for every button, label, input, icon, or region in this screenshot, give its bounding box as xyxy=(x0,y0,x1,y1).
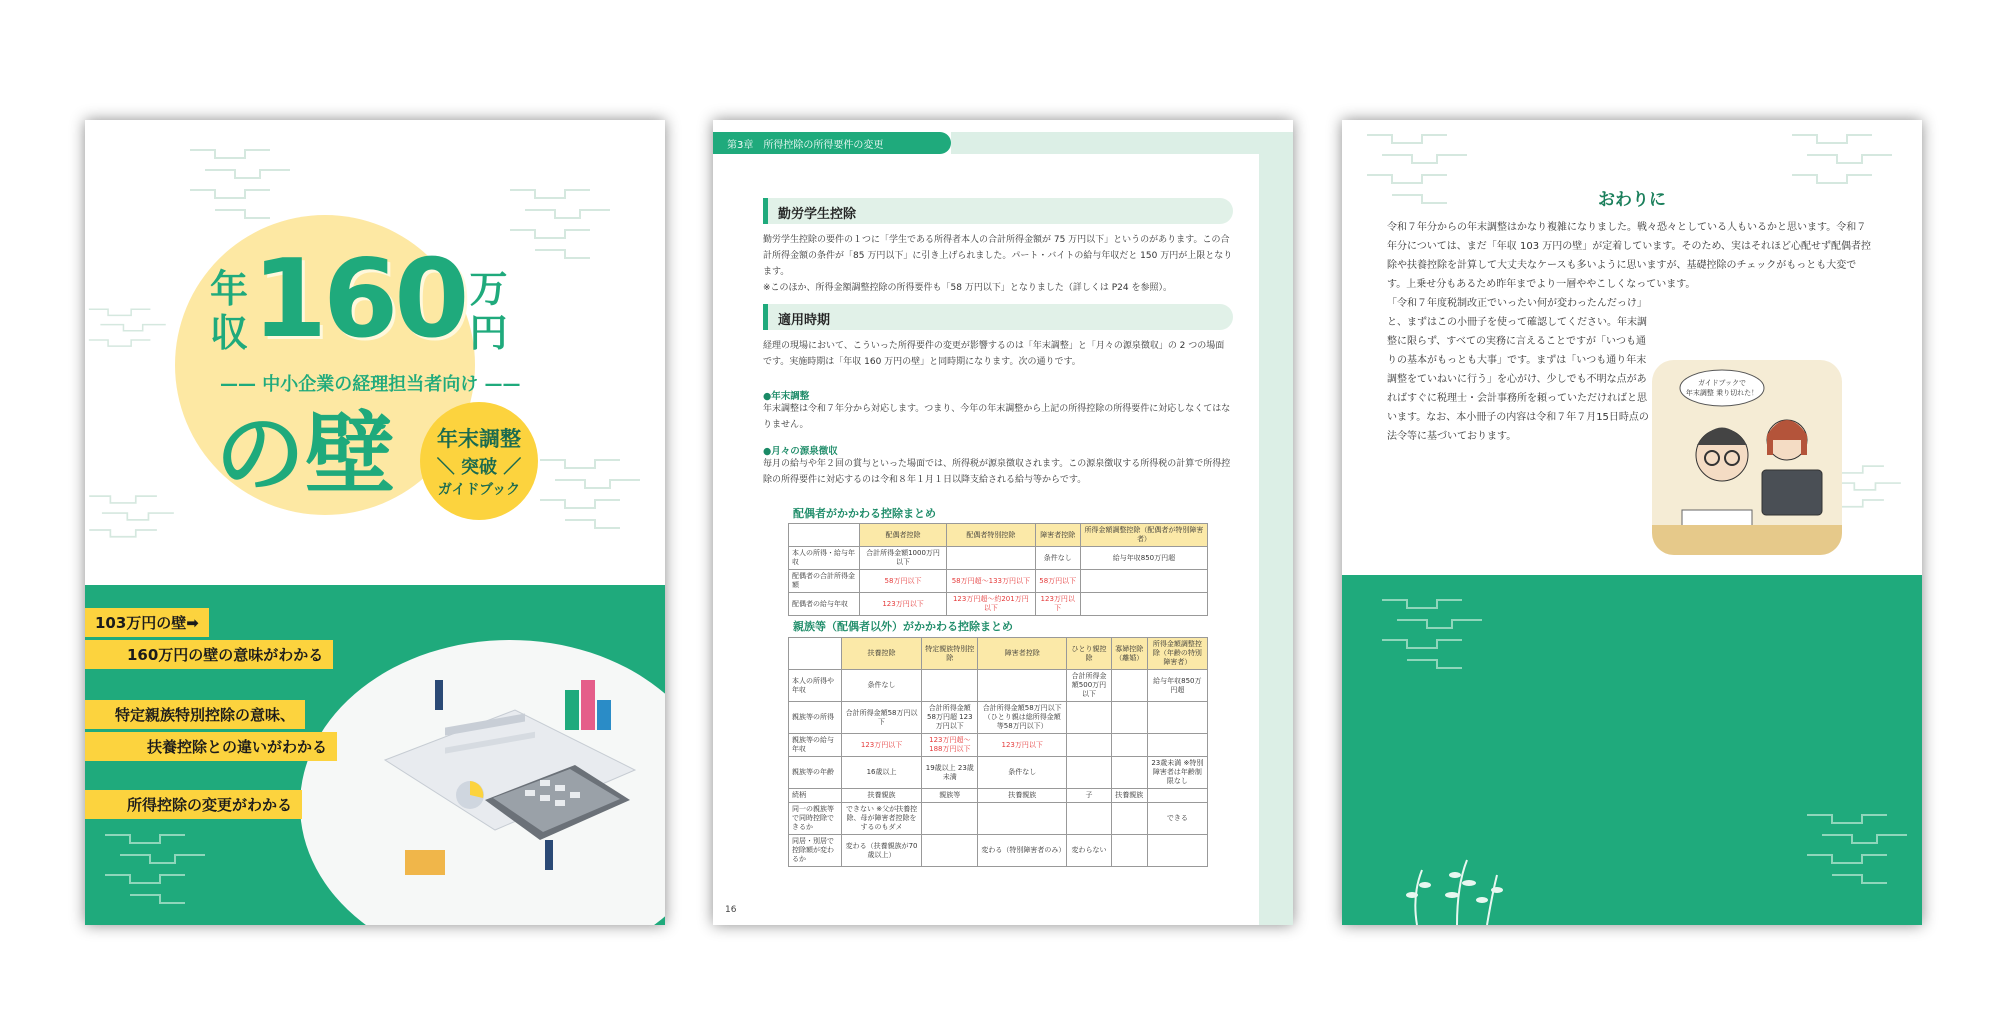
characters-illustration xyxy=(1652,360,1842,555)
table-title: 親族等（配偶者以外）がかかわる控除まとめ xyxy=(793,620,1013,633)
badge-line: 年末調整 xyxy=(437,427,521,451)
badge-line: ＼ 突破 ／ xyxy=(436,457,522,478)
table-cell xyxy=(1111,757,1147,789)
table-row xyxy=(789,570,1208,593)
table-cell: 合計所得金額58万円以下（ひとり親は総所得金額等58万円以下） xyxy=(978,702,1067,734)
table-cell: 58万円以下 xyxy=(1035,570,1080,593)
table-row xyxy=(789,702,1208,734)
table-header-cell: 所得金額調整控除（年齢の特別障害者） xyxy=(1147,638,1207,670)
table-cell xyxy=(1147,789,1207,803)
guidebook-badge xyxy=(420,402,538,520)
table-cell: 給与年収850万円超 xyxy=(1080,547,1207,570)
table-cell xyxy=(1067,734,1112,757)
bullet-ribbon: 160万円の壁の意味がわかる xyxy=(85,640,333,669)
table-cell xyxy=(922,670,978,702)
title-char: 円 xyxy=(469,311,508,355)
table-cell: 条件なし xyxy=(1035,547,1080,570)
table-cell: 同一の親族等で同時控除できるか xyxy=(789,803,842,835)
table-header-cell: 配偶者控除 xyxy=(859,524,946,547)
brick-pattern xyxy=(1802,805,1922,905)
section-body: 経理の現場において、こういった所得要件の変更が影響するのは「年末調整」と「月々の源泉徴収」の 2 つの場面です。実施時期は「年収 160 万円の壁」と同時期になります。次の通りです。 xyxy=(763,341,1225,367)
table-cell: 給与年収850万円超 xyxy=(1147,670,1207,702)
table-cell: 123万円超～約201万円以下 xyxy=(947,593,1035,616)
paragraph: 「令和７年度税制改正でいったい何が変わったんだっけ」と、まずはこの小冊子を使って確認してください。年末調整に限らず、すべての実務に言えることですが「いつも通りの基本がもっとも大事」です。まずは「いつも通り年末調整をていねいに行う」を心がけ、少しでも不明な点があればすぐに税理士・会計事務所を頼っていただければと思います。なお、本小冊子の内容は令和７年７月15日時点の法令等に基づいております。 xyxy=(1387,298,1649,442)
table-title: 配偶者がかかわる控除まとめ xyxy=(793,507,936,520)
brick-pattern xyxy=(85,480,195,580)
table-cell: 条件なし xyxy=(841,670,921,702)
section-heading: 適用時期 xyxy=(763,304,1233,330)
cover-title xyxy=(210,237,508,362)
table-cell: 本人の所得や年収 xyxy=(789,670,842,702)
table-row xyxy=(789,789,1208,803)
bullet-ribbon: 所得控除の変更がわかる xyxy=(85,790,302,819)
table-row xyxy=(789,803,1208,835)
table-cell: 変わる（扶養親族が70歳以上） xyxy=(841,835,921,867)
sub-heading: ●月々の源泉徴収 xyxy=(763,446,838,457)
brick-pattern xyxy=(1787,125,1917,225)
closing-title: おわりに xyxy=(1598,190,1666,210)
table-header-cell xyxy=(789,524,860,547)
table-cell xyxy=(1080,570,1207,593)
table-cell xyxy=(1111,670,1147,702)
spouse-deduction-table xyxy=(788,523,1208,616)
table-cell: 子 xyxy=(1067,789,1112,803)
brick-pattern xyxy=(505,180,635,280)
table-cell: 変わる（特別障害者のみ） xyxy=(978,835,1067,867)
table-header-cell: 所得金額調整控除（配偶者が特別障害者） xyxy=(1080,524,1207,547)
speech-bubble-text: 年末調整 乗り切れた！ xyxy=(1685,389,1759,397)
table-header-cell: 扶養控除 xyxy=(841,638,921,670)
table-cell: できない ※父が扶養控除、母が障害者控除をするのもダメ xyxy=(841,803,921,835)
table-cell: 合計所得金額500万円以下 xyxy=(1067,670,1112,702)
paragraph: 勤労学生控除の要件の１つに「学生である所得者本人の合計所得金額が 75 万円以下」というのがあります。この合計所得金額の条件が「85 万円以下」に引き上げられました。パート・バイトの給与年収だと 150 万円が上限となります。 xyxy=(763,235,1233,277)
table-cell: 本人の所得・給与年収 xyxy=(789,547,860,570)
badge-line: ガイドブック xyxy=(437,482,521,498)
table-cell xyxy=(1147,734,1207,757)
table-cell xyxy=(1111,803,1147,835)
table-header-cell: 障害者控除 xyxy=(1035,524,1080,547)
table-cell xyxy=(1111,734,1147,757)
closing-page xyxy=(1342,120,1922,925)
table-cell: 19歳以上 23歳未満 xyxy=(922,757,978,789)
table-cell xyxy=(978,803,1067,835)
cover-subtitle: —— 中小企業の経理担当者向け —— xyxy=(220,374,521,395)
table-cell: 123万円以下 xyxy=(1035,593,1080,616)
table-cell: 扶養親族 xyxy=(978,789,1067,803)
brick-pattern xyxy=(85,825,245,925)
table-cell: 合計所得金額58万円超 123万円以下 xyxy=(922,702,978,734)
table-cell: 親族等 xyxy=(922,789,978,803)
title-char: 年 xyxy=(210,267,249,311)
table-cell: 親族等の年齢 xyxy=(789,757,842,789)
section-body xyxy=(763,232,1233,296)
bullet-ribbon: 103万円の壁➡ xyxy=(85,608,209,637)
table-cell: 123万円以下 xyxy=(841,734,921,757)
table-cell: 親族等の所得 xyxy=(789,702,842,734)
brick-pattern xyxy=(1362,125,1492,225)
calculator-illustration xyxy=(375,680,645,890)
table-row xyxy=(789,757,1208,789)
table-cell: 親族等の給与年収 xyxy=(789,734,842,757)
title-char: 万 xyxy=(469,267,508,311)
table-cell: 合計所得金額1000万円以下 xyxy=(859,547,946,570)
table-row xyxy=(789,835,1208,867)
header-stripe xyxy=(951,132,1293,154)
brick-pattern xyxy=(1362,590,1522,690)
cover-page xyxy=(85,120,665,925)
table-cell: できる xyxy=(1147,803,1207,835)
table-cell xyxy=(1147,835,1207,867)
table-header-cell: 特定親族特別控除 xyxy=(922,638,978,670)
table-row xyxy=(789,670,1208,702)
table-cell: 配偶者の給与年収 xyxy=(789,593,860,616)
sub-heading: ●年末調整 xyxy=(763,391,810,402)
speech-bubble-text: ガイドブックで xyxy=(1697,379,1747,387)
table-cell: 扶養親族 xyxy=(841,789,921,803)
table-cell xyxy=(947,547,1035,570)
bullet-ribbon: 特定親族特別控除の意味、 xyxy=(85,700,305,729)
table-cell xyxy=(1067,702,1112,734)
table-cell: 16歳以上 xyxy=(841,757,921,789)
table-row xyxy=(789,734,1208,757)
table-cell xyxy=(922,803,978,835)
title-number: 160 xyxy=(252,237,466,362)
sub-body: 毎月の給与や年２回の賞与といった場面では、所得税が源泉徴収されます。この源泉徴収する所得税の計算で所得控除の所得要件に対応するのは令和８年１月１日以降支給される給与等からです。 xyxy=(763,459,1231,485)
cover-title-kabe: の壁 xyxy=(215,402,395,507)
chapter-tab: 第3章 所得控除の所得要件の変更 xyxy=(713,132,951,154)
relative-deduction-table xyxy=(788,637,1208,867)
brick-pattern xyxy=(535,450,665,550)
table-header-cell xyxy=(789,638,842,670)
table-cell: 123万円以下 xyxy=(859,593,946,616)
paragraph: ※このほか、所得金額調整控除の所得要件も「58 万円以下」となりました（詳しくは P24 を参照）。 xyxy=(763,283,1172,293)
side-stripe xyxy=(1259,154,1293,925)
brick-pattern xyxy=(85,290,185,390)
table-cell xyxy=(1067,757,1112,789)
table-cell xyxy=(1147,702,1207,734)
table-cell xyxy=(922,835,978,867)
table-cell: 配偶者の合計所得金額 xyxy=(789,570,860,593)
table-cell xyxy=(978,670,1067,702)
table-row xyxy=(789,547,1208,570)
page-number: 16 xyxy=(725,905,737,915)
table-cell: 合計所得金額58万円以下 xyxy=(841,702,921,734)
table-cell: 123万円超～188万円以下 xyxy=(922,734,978,757)
table-cell xyxy=(1111,835,1147,867)
section-heading: 勤労学生控除 xyxy=(763,198,1233,224)
paragraph: 令和７年分からの年末調整はかなり複雑になりました。戦々恐々としている人もいるかと思います。令和７年分については、まだ「年収 103 万円の壁」が定着しています。そのため、実はそれほど心配せず配偶者控除や扶養控除を計算して大丈夫なケースも多いように思いますが、基礎控除のチェックがもっとも大変です。上乗せ分もあるため昨年までより一層ややこしくなっています。 xyxy=(1387,222,1872,290)
table-cell xyxy=(1080,593,1207,616)
table-cell: 58万円以下 xyxy=(859,570,946,593)
sub-body: 年末調整は令和７年分から対応します。つまり、今年の年末調整から上記の所得控除の所得要件に対応しなくてはなりません。 xyxy=(763,404,1231,430)
table-header-cell: 配偶者特別控除 xyxy=(947,524,1035,547)
table-cell: 23歳未満 ※特別障害者は年齢制限なし xyxy=(1147,757,1207,789)
table-cell: 変わらない xyxy=(1067,835,1112,867)
content-page xyxy=(713,120,1293,925)
table-cell: 123万円以下 xyxy=(978,734,1067,757)
table-cell xyxy=(1067,803,1112,835)
bullet-ribbon: 扶養控除との違いがわかる xyxy=(85,732,337,761)
table-cell: 続柄 xyxy=(789,789,842,803)
table-header-cell: ひとり親控除 xyxy=(1067,638,1112,670)
table-header-cell: 障害者控除 xyxy=(978,638,1067,670)
table-cell: 58万円超～133万円以下 xyxy=(947,570,1035,593)
table-cell: 条件なし xyxy=(978,757,1067,789)
leaves-decoration xyxy=(1397,855,1507,925)
table-header-cell: 寡婦控除（離婚） xyxy=(1111,638,1147,670)
table-cell: 扶養親族 xyxy=(1111,789,1147,803)
title-char: 収 xyxy=(210,311,249,355)
table-row xyxy=(789,593,1208,616)
table-cell xyxy=(1111,702,1147,734)
table-cell: 同居・別居で控除額が変わるか xyxy=(789,835,842,867)
